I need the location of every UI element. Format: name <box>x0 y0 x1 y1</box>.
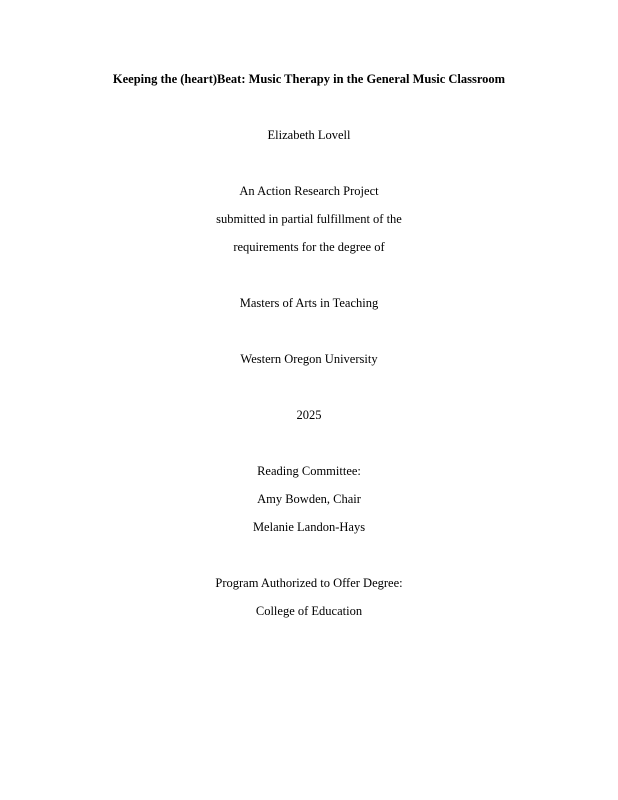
description-line-3: requirements for the degree of <box>233 240 385 254</box>
committee-member: Melanie Landon-Hays <box>252 520 366 534</box>
institution-name: Western Oregon University <box>240 352 378 366</box>
program-heading: Program Authorized to Offer Degree: <box>215 576 403 590</box>
program-name: College of Education <box>255 604 363 618</box>
committee-heading: Reading Committee: <box>257 464 361 478</box>
committee-member-chair: Amy Bowden, Chair <box>257 492 361 506</box>
document-title: Keeping the (heart)Beat: Music Therapy in the General Music Classroom <box>112 72 506 86</box>
degree-name: Masters of Arts in Teaching <box>239 296 379 310</box>
description-line-2: submitted in partial fulfillment of the <box>216 212 402 226</box>
author-name: Elizabeth Lovell <box>267 128 351 142</box>
description-line-1: An Action Research Project <box>239 184 379 198</box>
year: 2025 <box>296 408 322 422</box>
